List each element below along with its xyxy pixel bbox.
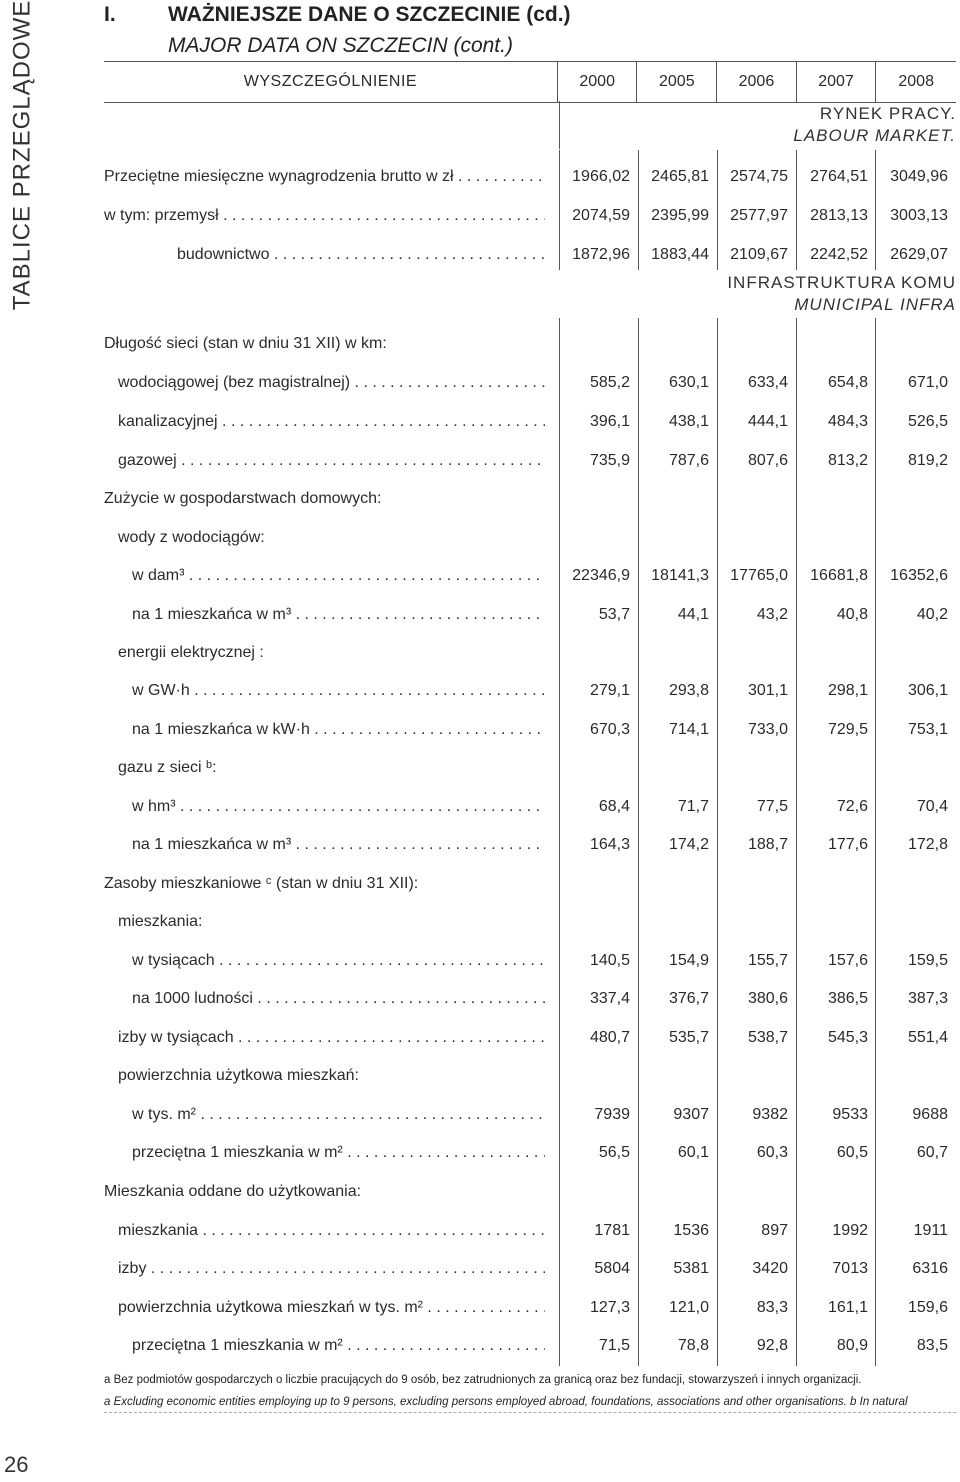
header-year: 2006: [716, 62, 796, 102]
cell-value: 60,1: [677, 1144, 709, 1161]
row-label: budownictwo . . .: [177, 242, 545, 268]
title-pl: WAŻNIEJSZE DANE O SZCZECINIE (cd.): [168, 3, 571, 26]
cell-value: 298,1: [827, 682, 868, 699]
row-label: przeciętna 1 mieszkania w m² . . .: [132, 1140, 545, 1166]
cell-value: 1992: [832, 1222, 868, 1239]
table-row: [104, 640, 956, 666]
footnote-en: a Excluding economic entities employing up to 9 persons, excluding persons employed abroad, foundations, associations and other organisations. b In natural: [104, 1396, 908, 1408]
row-label: na 1 mieszkańca w m³ . . .: [132, 602, 545, 628]
row-label: mieszkania:: [118, 913, 203, 930]
cell-value: 9382: [752, 1106, 788, 1123]
cell-value: 9533: [832, 1106, 868, 1123]
row-label: na 1000 ludności . . .: [132, 986, 545, 1012]
bottom-divider: [104, 1412, 956, 1413]
header-year: 2000: [557, 62, 637, 102]
table-row: [104, 871, 956, 897]
cell-value: 654,8: [827, 374, 868, 391]
cell-value: 53,7: [598, 606, 630, 623]
header-label: WYSZCZEGÓLNIENIE: [243, 73, 418, 90]
cell-value: 40,2: [916, 606, 948, 623]
cell-value: 813,2: [827, 452, 868, 469]
cell-value: 16681,8: [810, 567, 868, 584]
cell-value: 438,1: [668, 413, 709, 430]
cell-value: 480,7: [589, 1029, 630, 1046]
cell-value: 2813,13: [810, 207, 868, 224]
header-year: 2008: [875, 62, 956, 102]
cell-value: 1536: [673, 1222, 709, 1239]
footnotes: [104, 1369, 956, 1413]
cell-value: 729,5: [827, 721, 868, 738]
cell-value: 733,0: [747, 721, 788, 738]
cell-value: 6316: [912, 1260, 948, 1277]
cell-value: 5804: [594, 1260, 630, 1277]
cell-value: 92,8: [756, 1337, 788, 1354]
cell-value: 80,9: [836, 1337, 868, 1354]
cell-value: 164,3: [589, 836, 630, 853]
table-row: [104, 1295, 956, 1321]
cell-value: 526,5: [907, 413, 948, 430]
section-title-en: MUNICIPAL INFRA: [794, 295, 956, 314]
cell-value: 714,1: [668, 721, 709, 738]
cell-value: 172,8: [907, 836, 948, 853]
row-label: na 1 mieszkańca w kW·h . . .: [132, 717, 545, 743]
table-row: [104, 1256, 956, 1282]
cell-value: 2577,97: [730, 207, 788, 224]
row-label: energii elektrycznej :: [118, 644, 264, 661]
cell-value: 60,7: [916, 1144, 948, 1161]
row-label: na 1 mieszkańca w m³ . . .: [132, 832, 545, 858]
cell-value: 819,2: [907, 452, 948, 469]
table-row: [104, 370, 956, 396]
table-row: [104, 1140, 956, 1166]
cell-value: 71,7: [677, 798, 709, 815]
cell-value: 7939: [594, 1106, 630, 1123]
cell-value: 376,7: [668, 990, 709, 1007]
cell-value: 18141,3: [651, 567, 709, 584]
cell-value: 386,5: [827, 990, 868, 1007]
cell-value: 444,1: [747, 413, 788, 430]
cell-value: 188,7: [747, 836, 788, 853]
cell-value: 83,5: [916, 1337, 948, 1354]
page-number: 26: [4, 1452, 29, 1477]
cell-value: 157,6: [827, 952, 868, 969]
cell-value: 5381: [673, 1260, 709, 1277]
table-row: [104, 678, 956, 704]
row-label: w tys. m² . . .: [132, 1102, 545, 1128]
table-row: [104, 717, 956, 743]
cell-value: 3003,13: [890, 207, 948, 224]
row-label: gazu z sieci ᵇ:: [118, 759, 217, 776]
cell-value: 60,3: [756, 1144, 788, 1161]
row-label: izby . . .: [118, 1256, 545, 1282]
table-row: [104, 1025, 956, 1051]
cell-value: 43,2: [756, 606, 788, 623]
section-title-en: LABOUR MARKET.: [793, 126, 956, 145]
cell-value: 2574,75: [730, 168, 788, 185]
header-year: 2007: [796, 62, 876, 102]
cell-value: 72,6: [836, 798, 868, 815]
table-header: [104, 61, 956, 103]
cell-value: 1781: [594, 1222, 630, 1239]
cell-value: 897: [761, 1222, 788, 1239]
cell-value: 538,7: [747, 1029, 788, 1046]
cell-value: 70,4: [916, 798, 948, 815]
row-label: powierzchnia użytkowa mieszkań:: [118, 1067, 359, 1084]
table-row: [104, 1102, 956, 1128]
cell-value: 630,1: [668, 374, 709, 391]
table-row: [104, 448, 956, 474]
title-number: I.: [104, 3, 116, 26]
cell-value: 279,1: [589, 682, 630, 699]
cell-value: 161,1: [827, 1299, 868, 1316]
table-row: [104, 242, 956, 268]
cell-value: 3420: [752, 1260, 788, 1277]
table-row: [104, 1179, 956, 1205]
table-row: [104, 164, 956, 190]
section-heading: [793, 103, 956, 147]
table-row: [104, 755, 956, 781]
cell-value: 2629,07: [890, 246, 948, 263]
cell-value: 71,5: [598, 1337, 630, 1354]
cell-value: 306,1: [907, 682, 948, 699]
cell-value: 1966,02: [572, 168, 630, 185]
cell-value: 753,1: [907, 721, 948, 738]
page-title: [104, 3, 571, 27]
table-row: [104, 1218, 956, 1244]
cell-value: 78,8: [677, 1337, 709, 1354]
section-title-pl: RYNEK PRACY.: [819, 104, 956, 123]
row-label: w dam³ . . .: [132, 563, 545, 589]
cell-value: 301,1: [747, 682, 788, 699]
cell-value: 121,0: [668, 1299, 709, 1316]
cell-value: 2395,99: [651, 207, 709, 224]
row-label: Przeciętne miesięczne wynagrodzenia brutto w zł . . .: [104, 164, 545, 190]
cell-value: 807,6: [747, 452, 788, 469]
cell-value: 68,4: [598, 798, 630, 815]
table-row: [104, 331, 956, 357]
cell-value: 633,4: [747, 374, 788, 391]
cell-value: 396,1: [589, 413, 630, 430]
cell-value: 140,5: [589, 952, 630, 969]
table-row: [104, 602, 956, 628]
cell-value: 159,6: [907, 1299, 948, 1316]
cell-value: 9688: [912, 1106, 948, 1123]
cell-value: 56,5: [598, 1144, 630, 1161]
cell-value: 60,5: [836, 1144, 868, 1161]
cell-value: 735,9: [589, 452, 630, 469]
cell-value: 77,5: [756, 798, 788, 815]
cell-value: 2109,67: [730, 246, 788, 263]
row-label: mieszkania . . .: [118, 1218, 545, 1244]
side-tab: [0, 0, 44, 310]
cell-value: 1911: [913, 1222, 948, 1239]
cell-value: 551,4: [907, 1029, 948, 1046]
section-heading: [727, 272, 956, 316]
cell-value: 7013: [832, 1260, 868, 1277]
cell-value: 671,0: [907, 374, 948, 391]
row-label: Długość sieci (stan w dniu 31 XII) w km:: [104, 335, 387, 352]
row-label: w GW·h . . .: [132, 678, 545, 704]
cell-value: 44,1: [677, 606, 709, 623]
column-divider: [559, 101, 560, 149]
section-title-pl: INFRASTRUKTURA KOMU: [727, 273, 956, 292]
cell-value: 2074,59: [572, 207, 630, 224]
cell-value: 83,3: [756, 1299, 788, 1316]
cell-value: 787,6: [668, 452, 709, 469]
cell-value: 177,6: [827, 836, 868, 853]
cell-value: 670,3: [589, 721, 630, 738]
row-label: wodociągowej (bez magistralnej) . . .: [118, 370, 545, 396]
row-label: Zużycie w gospodarstwach domowych:: [104, 490, 382, 507]
row-label: gazowej . . .: [118, 448, 545, 474]
row-label: w tym: przemysł . . .: [104, 203, 545, 229]
table-row: [104, 525, 956, 551]
row-label: w hm³ . . .: [132, 794, 545, 820]
table-row: [104, 203, 956, 229]
cell-value: 484,3: [827, 413, 868, 430]
table-row: [104, 948, 956, 974]
footnote-pl: a Bez podmiotów gospodarczych o liczbie pracujących do 9 osób, bez zatrudnionych za granicą oraz bez fundacji, stowarzyszeń i innych organizacji.: [104, 1374, 862, 1386]
cell-value: 155,7: [747, 952, 788, 969]
cell-value: 2465,81: [651, 168, 709, 185]
row-label: Mieszkania oddane do użytkowania:: [104, 1183, 362, 1200]
cell-value: 1883,44: [651, 246, 709, 263]
table-row: [104, 486, 956, 512]
cell-value: 380,6: [747, 990, 788, 1007]
cell-value: 9307: [673, 1106, 709, 1123]
row-label: w tysiącach . . .: [132, 948, 545, 974]
title-en: MAJOR DATA ON SZCZECIN (cont.): [168, 34, 513, 57]
cell-value: 127,3: [589, 1299, 630, 1316]
cell-value: 293,8: [668, 682, 709, 699]
cell-value: 337,4: [589, 990, 630, 1007]
cell-value: 585,2: [589, 374, 630, 391]
row-label: wody z wodociągów:: [118, 529, 265, 546]
table-row: [104, 1333, 956, 1359]
table-row: [104, 1063, 956, 1089]
table-row: [104, 794, 956, 820]
side-tab-label: TABLICE PRZEGLĄDOWE: [8, 0, 36, 311]
cell-value: 17765,0: [730, 567, 788, 584]
cell-value: 40,8: [836, 606, 868, 623]
cell-value: 22346,9: [572, 567, 630, 584]
cell-value: 159,5: [907, 952, 948, 969]
cell-value: 1872,96: [572, 246, 630, 263]
cell-value: 174,2: [668, 836, 709, 853]
row-label: powierzchnia użytkowa mieszkań w tys. m² . . .: [118, 1295, 545, 1321]
cell-value: 545,3: [827, 1029, 868, 1046]
cell-value: 3049,96: [890, 168, 948, 185]
table-row: [104, 563, 956, 589]
row-label: Zasoby mieszkaniowe ᶜ (stan w dniu 31 XII):: [104, 875, 419, 892]
cell-value: 535,7: [668, 1029, 709, 1046]
cell-value: 16352,6: [890, 567, 948, 584]
table-row: [104, 909, 956, 935]
cell-value: 2242,52: [810, 246, 868, 263]
table-row: [104, 832, 956, 858]
cell-value: 2764,51: [810, 168, 868, 185]
row-label: izby w tysiącach . . .: [118, 1025, 545, 1051]
header-year: 2005: [636, 62, 716, 102]
row-label: przeciętna 1 mieszkania w m² . . .: [132, 1333, 545, 1359]
row-label: kanalizacyjnej . . .: [118, 409, 545, 435]
cell-value: 387,3: [907, 990, 948, 1007]
table-row: [104, 986, 956, 1012]
table-row: [104, 409, 956, 435]
cell-value: 154,9: [668, 952, 709, 969]
